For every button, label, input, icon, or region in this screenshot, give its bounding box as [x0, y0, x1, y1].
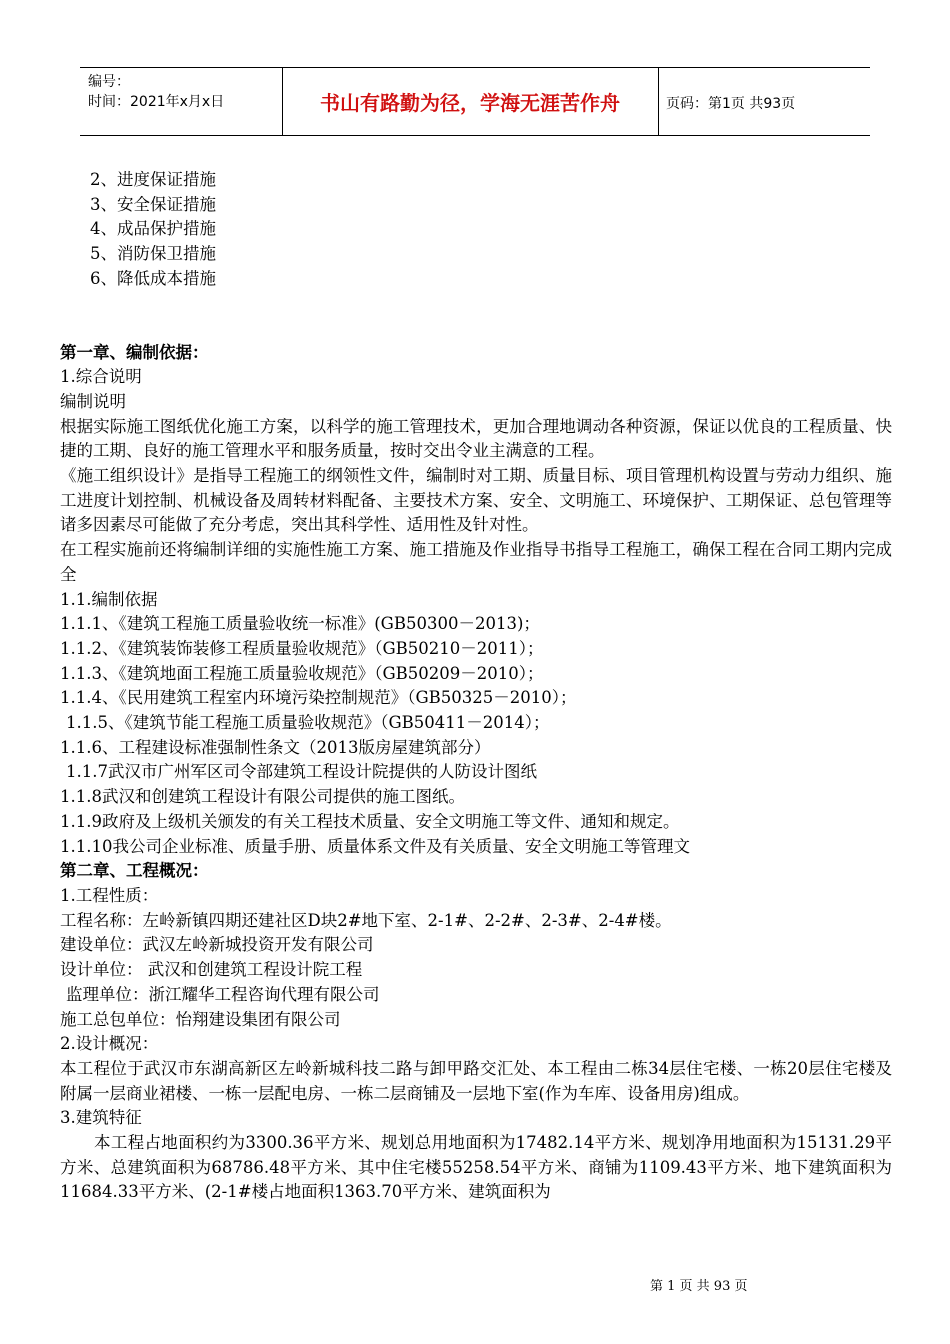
section-heading: 1.工程性质：	[60, 885, 159, 905]
basis-item: 1.1.3、《建筑地面工程施工质量验收规范》（GB50209－2010）；	[60, 663, 544, 683]
section-heading: 2.设计概况：	[60, 1034, 159, 1054]
chapter-title: 第二章、工程概况：	[60, 861, 209, 881]
basis-item: 1.1.7武汉市广州军区司令部建筑工程设计院提供的人防设计图纸	[66, 762, 537, 782]
list-item: 3、安全保证措施	[90, 194, 216, 214]
paragraph: 本工程占地面积约为3300.36平方米、规划总用地面积为17482.14平方米、规划净用地面积为15131.29平方米、总建筑面积为68786.48平方米、其中住宅楼55258.54平方米、商铺为1109.43平方米、地下建筑面积为11684.33平方米、(2-1#楼占地面积1363.70平方米、建筑面积为	[60, 1133, 892, 1202]
list-item: 5、消防保卫措施	[90, 244, 216, 264]
basis-item: 1.1.10我公司企业标准、质量手册、质量体系文件及有关质量、安全文明施工等管理文	[60, 836, 690, 856]
paragraph: 本工程位于武汉市东湖高新区左岭新城科技二路与卸甲路交汇处、本工程由二栋34层住宅楼、一栋20层住宅楼及附属一层商业裙楼、一栋一层配电房、一栋二层商铺及一层地下室(作为车库、设备用房)组成。	[60, 1058, 892, 1103]
header-divider	[658, 67, 659, 135]
header-page-info: 页码：第1页 共93页	[666, 96, 796, 112]
section-heading: 3.建筑特征	[60, 1108, 142, 1128]
list-item: 4、成品保护措施	[90, 219, 216, 239]
list-item: 2、进度保证措施	[90, 170, 216, 189]
paragraph: 根据实际施工图纸优化施工方案，以科学的施工管理技术，更加合理地调动各种资源，保证以优良的工程质量、快捷的工期、良好的施工管理水平和服务质量，按时交出令业主满意的工程。	[60, 416, 892, 461]
header-meta	[88, 72, 224, 112]
section-heading: 1.1.编制依据	[60, 589, 158, 609]
basis-item: 1.1.4、《民用建筑工程室内环境污染控制规范》（GB50325－2010）；	[60, 688, 577, 708]
paragraph: 在工程实施前还将编制详细的实施性施工方案、施工措施及作业指导书指导工程施工，确保工程在合同工期内完成全	[60, 540, 892, 584]
general-contractor: 施工总包单位：怡翔建设集团有限公司	[60, 1009, 341, 1029]
section-heading: 1.综合说明	[60, 367, 142, 387]
owner-unit: 建设单位：武汉左岭新城投资开发有限公司	[60, 935, 374, 955]
paragraph: 《施工组织设计》是指导工程施工的纲领性文件，编制时对工期、质量目标、项目管理机构设置与劳动力组织、施工进度计划控制、机械设备及周转材料配备、主要技术方案、安全、文明施工、环境保护、工期保证、总包管理等诸多因素尽可能做了充分考虑，突出其科学性、适用性及针对性。	[60, 466, 892, 535]
header-number: 编号：	[88, 74, 130, 90]
header-time: 时间：2021年x月x日	[88, 94, 225, 110]
basis-item: 1.1.6、工程建设标准强制性条文（2013版房屋建筑部分）	[60, 737, 491, 757]
supervision-unit: 监理单位：浙江耀华工程咨询代理有限公司	[66, 984, 380, 1004]
basis-item: 1.1.2、《建筑装饰装修工程质量验收规范》（GB50210－2011）；	[60, 638, 544, 658]
basis-item: 1.1.8武汉和创建筑工程设计有限公司提供的施工图纸。	[60, 787, 465, 807]
basis-item: 1.1.9政府及上级机关颁发的有关工程技术质量、安全文明施工等文件、通知和规定。	[60, 811, 680, 831]
spacer	[60, 292, 892, 341]
chapter-title: 第一章、编制依据：	[60, 342, 209, 362]
document-body	[60, 168, 892, 1205]
page-footer: 第 1 页 共 93 页	[650, 1279, 748, 1294]
project-name: 工程名称：左岭新镇四期还建社区D块2#地下室、2-1#、2-2#、2-3#、2-4#楼。	[60, 910, 672, 930]
subheading: 编制说明	[60, 391, 126, 411]
basis-item: 1.1.1、《建筑工程施工质量验收统一标准》(GB50300－2013)；	[60, 614, 540, 634]
header-motto: 书山有路勤为径，学海无涯苦作舟	[320, 90, 620, 115]
basis-item: 1.1.5、《建筑节能工程施工质量验收规范》（GB50411－2014）；	[66, 713, 550, 733]
design-unit: 设计单位： 武汉和创建筑工程设计院工程	[60, 960, 363, 980]
list-item: 6、降低成本措施	[90, 268, 216, 288]
header-bottom-rule	[80, 135, 870, 136]
